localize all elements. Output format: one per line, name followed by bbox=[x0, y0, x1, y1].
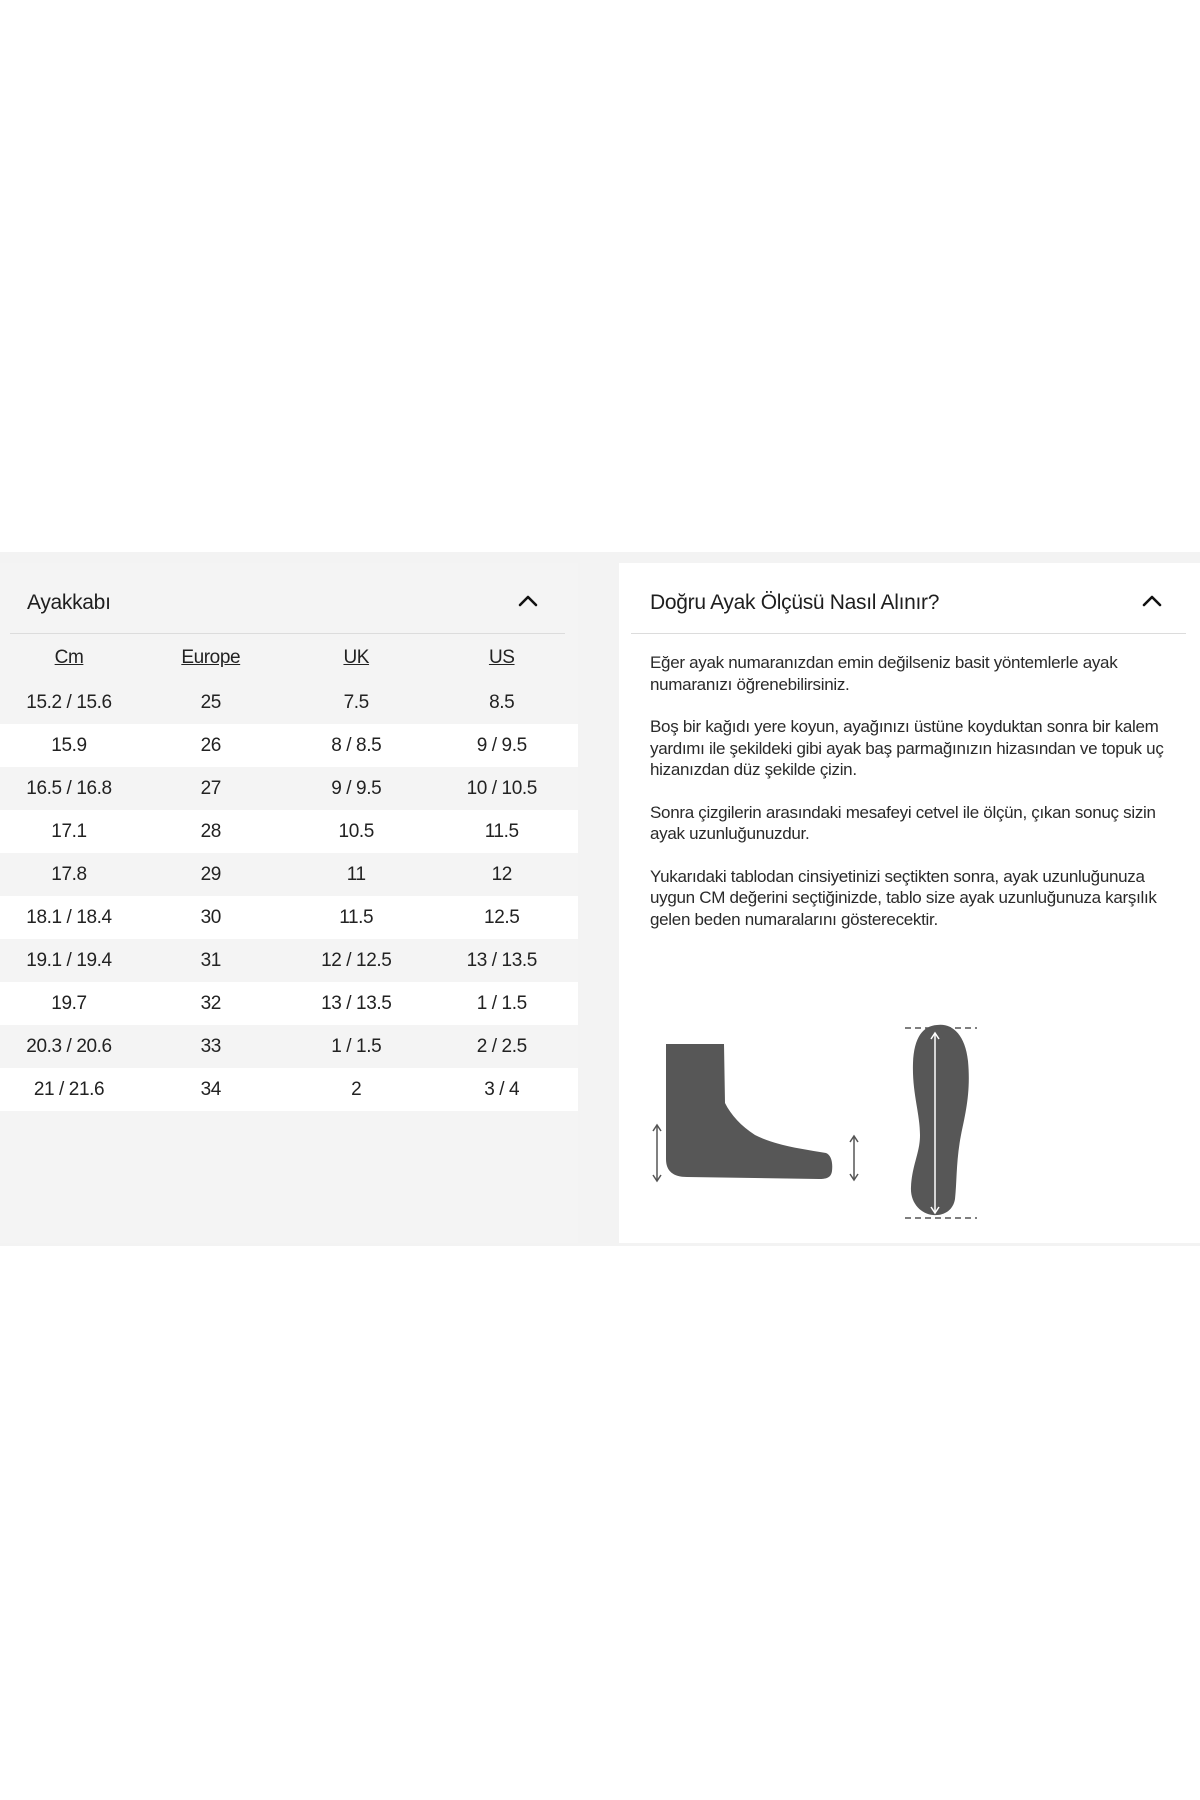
table-cell: 28 bbox=[200, 820, 221, 842]
size-panel-divider bbox=[10, 633, 565, 634]
table-cell: 16.5 / 16.8 bbox=[26, 777, 112, 799]
column-header-us[interactable]: US bbox=[488, 647, 515, 668]
table-cell: 17.8 bbox=[51, 863, 87, 885]
table-row bbox=[0, 896, 578, 939]
table-cell: 17.1 bbox=[51, 820, 87, 842]
instruction-paragraph: Yukarıdaki tablodan cinsiyetinizi seçtikten sonra, ayak uzunluğunuza uygun CM değerini seçtiğinizde, tablo size ayak uzunluğunuza karşılık gelen beden numaralarını gösterecektir. bbox=[650, 866, 1157, 929]
table-cell: 7.5 bbox=[343, 691, 369, 713]
table-cell: 29 bbox=[200, 863, 221, 885]
table-cell: 30 bbox=[200, 906, 221, 928]
table-row bbox=[0, 1068, 578, 1111]
table-cell: 33 bbox=[200, 1035, 221, 1057]
table-cell: 12 bbox=[491, 863, 512, 885]
column-header-uk[interactable]: UK bbox=[343, 647, 370, 668]
table-cell: 9 / 9.5 bbox=[476, 734, 527, 756]
guide-panel-title: Doğru Ayak Ölçüsü Nasıl Alınır? bbox=[650, 591, 940, 614]
size-table-body bbox=[0, 681, 578, 1111]
table-cell: 10 / 10.5 bbox=[466, 777, 537, 799]
table-cell: 2 bbox=[351, 1078, 362, 1100]
size-table bbox=[0, 635, 578, 1111]
column-header-europe[interactable]: Europe bbox=[181, 647, 241, 668]
table-row bbox=[0, 939, 578, 982]
table-cell: 18.1 / 18.4 bbox=[26, 906, 112, 928]
table-cell: 12 / 12.5 bbox=[321, 949, 392, 971]
size-table-header bbox=[0, 635, 578, 681]
size-table-panel bbox=[0, 563, 578, 1243]
table-cell: 27 bbox=[200, 777, 221, 799]
table-cell: 32 bbox=[200, 992, 221, 1014]
table-cell: 9 / 9.5 bbox=[331, 777, 382, 799]
table-cell: 25 bbox=[200, 691, 221, 713]
table-cell: 12.5 bbox=[484, 906, 520, 928]
column-header-cm[interactable]: Cm bbox=[54, 647, 84, 668]
instruction-paragraph: Eğer ayak numaranızdan emin değilseniz basit yöntemlerle ayak numaranızı öğrenebilirsiniz. bbox=[650, 653, 1118, 694]
table-cell: 34 bbox=[200, 1078, 221, 1100]
table-cell: 13 / 13.5 bbox=[466, 949, 537, 971]
table-cell: 21 / 21.6 bbox=[33, 1078, 105, 1100]
table-row bbox=[0, 982, 578, 1025]
table-row bbox=[0, 724, 578, 767]
instruction-paragraph: Sonra çizgilerin arasındaki mesafeyi cetvel ile ölçün, çıkan sonuç sizin ayak uzunluğunuzdur. bbox=[650, 802, 1156, 843]
table-row bbox=[0, 681, 578, 724]
table-row bbox=[0, 853, 578, 896]
table-cell: 8 / 8.5 bbox=[331, 734, 382, 756]
table-cell: 26 bbox=[200, 734, 221, 756]
table-cell: 2 / 2.5 bbox=[476, 1035, 527, 1057]
size-panel-title: Ayakkabı bbox=[27, 591, 111, 614]
table-row bbox=[0, 810, 578, 853]
table-cell: 19.7 bbox=[51, 992, 87, 1014]
table-cell: 1 / 1.5 bbox=[476, 992, 527, 1014]
size-panel-header[interactable] bbox=[0, 563, 578, 633]
table-cell: 1 / 1.5 bbox=[331, 1035, 382, 1057]
table-cell: 8.5 bbox=[489, 691, 515, 713]
table-cell: 13 / 13.5 bbox=[321, 992, 392, 1014]
table-cell: 3 / 4 bbox=[484, 1078, 520, 1100]
table-cell: 11 bbox=[346, 863, 366, 885]
table-cell: 19.1 / 19.4 bbox=[26, 949, 112, 971]
table-cell: 15.9 bbox=[51, 734, 87, 756]
measure-guide-panel bbox=[619, 563, 1200, 1243]
table-cell: 20.3 / 20.6 bbox=[26, 1035, 112, 1057]
table-cell: 10.5 bbox=[338, 820, 374, 842]
table-row bbox=[0, 1025, 578, 1068]
chevron-up-icon[interactable] bbox=[514, 587, 542, 615]
table-cell: 11.5 bbox=[339, 906, 374, 928]
table-cell: 11.5 bbox=[484, 820, 519, 842]
table-cell: 31 bbox=[200, 949, 221, 971]
instruction-paragraph: Boş bir kağıdı yere koyun, ayağınızı üstüne koyduktan sonra bir kalem yardımı ile şekildeki gibi ayak baş parmağınızın hizasından ve topuk uç hizanızdan düz şekilde çizin. bbox=[650, 717, 1164, 779]
table-row bbox=[0, 767, 578, 810]
table-cell: 15.2 / 15.6 bbox=[26, 691, 112, 713]
foot-sole-view-icon bbox=[619, 563, 1200, 1243]
